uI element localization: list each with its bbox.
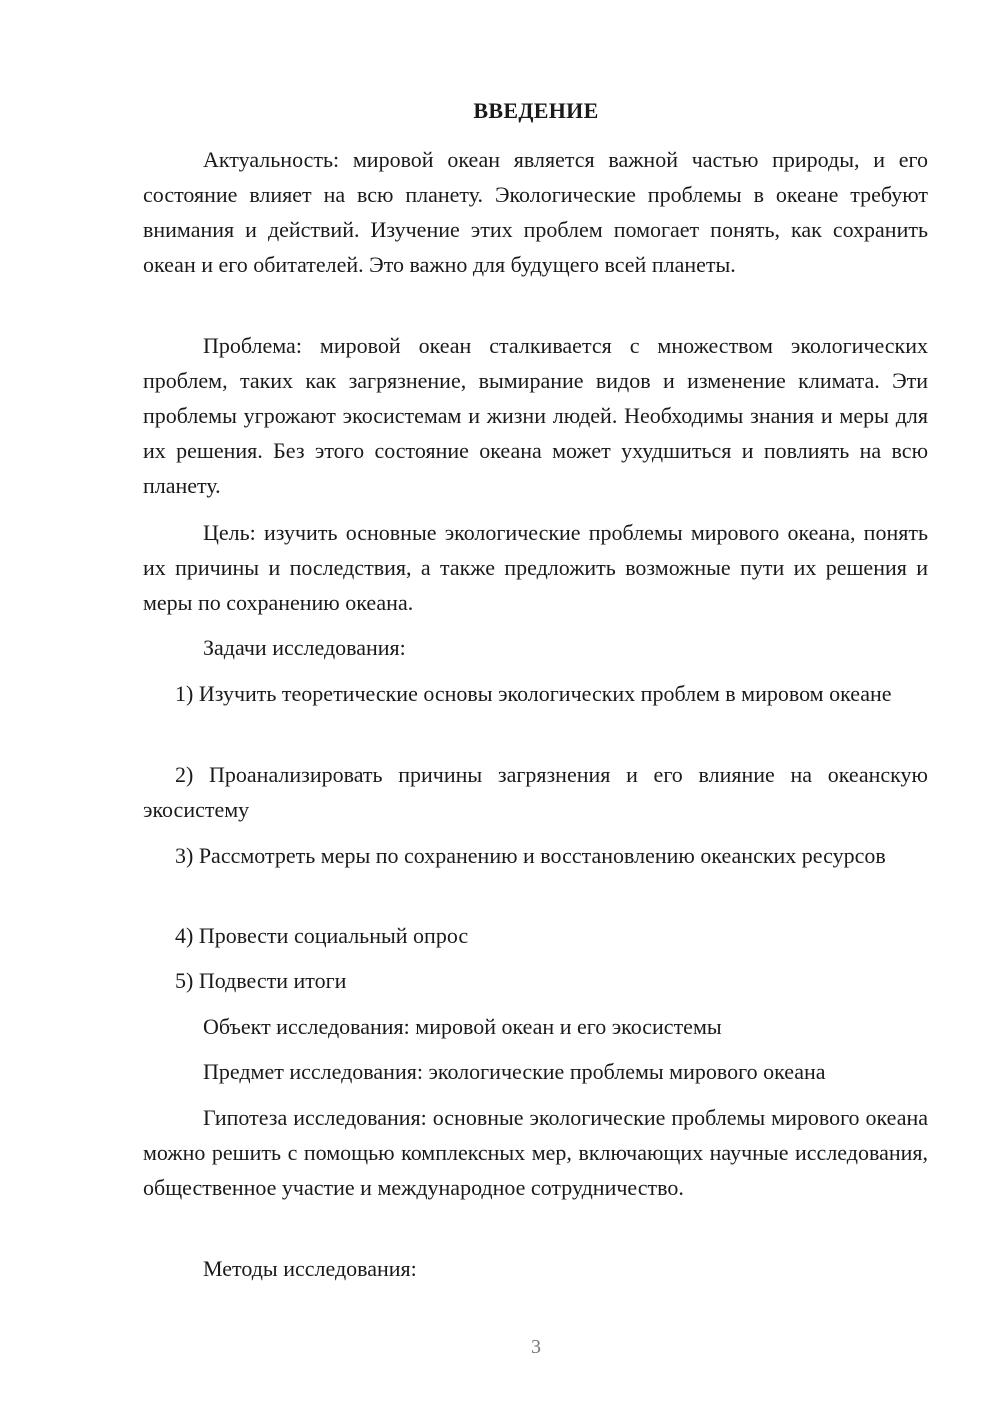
task-item-3	[143, 838, 928, 873]
tasks-heading	[143, 630, 928, 665]
page-number: 3	[531, 1336, 541, 1358]
list-item: 5) Подвести итоги	[175, 968, 347, 993]
paragraph-text: Задачи исследования:	[203, 635, 406, 660]
list-item: 1) Изучить теоретические основы экологических проблем в мировом океане	[175, 681, 892, 706]
paragraph-text: Актуальность: мировой океан является важной частью природы, и его состояние влияет на всю планету. Экологические проблемы в океане требуют внимания и действий. Изучение этих проблем помогает понять, как сохранить океан и его обитателей. Это важно для будущего всей планеты.	[143, 147, 928, 277]
task-item-5	[143, 963, 928, 998]
paragraph-subject	[143, 1054, 928, 1089]
paragraph-text: Методы исследования:	[203, 1256, 417, 1281]
paragraph-object	[143, 1009, 928, 1044]
task-item-2	[143, 757, 928, 827]
paragraph-text: Цель: изучить основные экологические проблемы мирового океана, понять их причины и последствия, а также предложить возможные пути их решения и меры по сохранению океана.	[143, 520, 928, 615]
paragraph-text: Проблема: мировой океан сталкивается с множеством экологических проблем, таких как загрязнение, вымирание видов и изменение климата. Эти проблемы угрожают экосистемам и жизни людей. Необходимы знания и меры для их решения. Без этого состояние океана может ухудшиться и повлиять на всю планету.	[143, 333, 928, 498]
list-item: 2) Проанализировать причины загрязнения и его влияние на океанскую экосистему	[143, 762, 928, 822]
paragraph-text: Гипотеза исследования: основные экологические проблемы мирового океана можно решить с помощью комплексных мер, включающих научные исследования, общественное участие и международное сотрудничество.	[143, 1105, 928, 1200]
paragraph-hypothesis	[143, 1100, 928, 1205]
task-item-1	[143, 676, 928, 711]
paragraph-text: Предмет исследования: экологические проблемы мирового океана	[203, 1059, 826, 1084]
list-item: 3) Рассмотреть меры по сохранению и восстановлению океанских ресурсов	[175, 843, 886, 868]
paragraph-text: Объект исследования: мировой океан и его экосистемы	[203, 1014, 722, 1039]
task-item-4	[143, 918, 928, 953]
paragraph-methods	[143, 1251, 928, 1286]
page-title: ВВЕДЕНИЕ	[473, 98, 599, 123]
paragraph-relevance	[143, 142, 928, 282]
paragraph-goal	[143, 515, 928, 620]
list-item: 4) Провести социальный опрос	[175, 923, 469, 948]
paragraph-problem	[143, 328, 928, 503]
